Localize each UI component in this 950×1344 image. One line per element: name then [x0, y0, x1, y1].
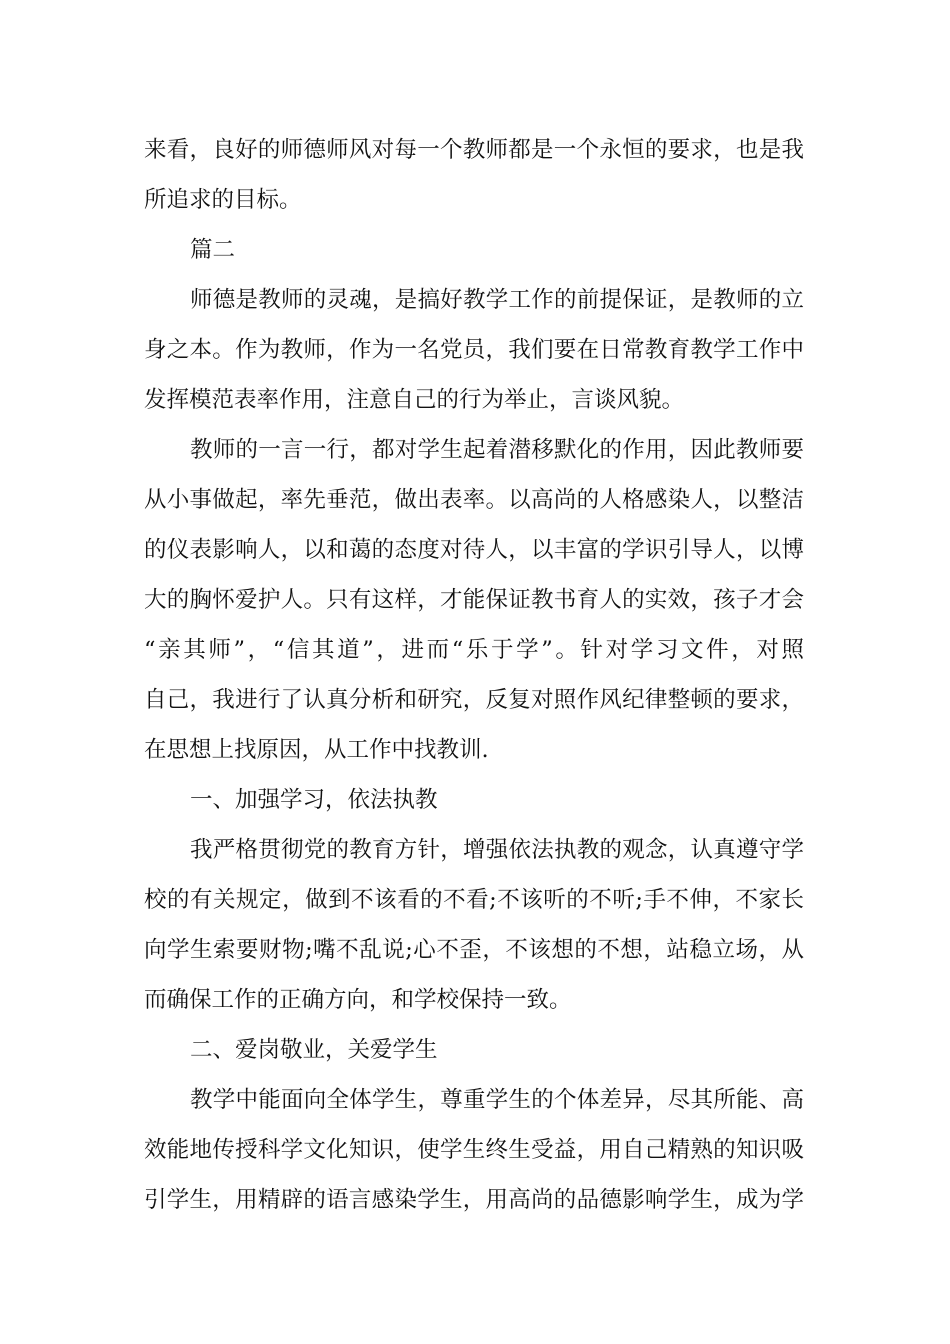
text-line: 来看，良好的师德师风对每一个教师都是一个永恒的要求，也是我	[144, 137, 804, 163]
text-line: 在思想上找原因，从工作中找教训.	[144, 737, 489, 763]
text-line: “亲其师”，“信其道”，进而“乐于学”。针对学习文件，对照	[144, 637, 804, 663]
text-line: 而确保工作的正确方向，和学校保持一致。	[144, 987, 572, 1013]
text-line: 大的胸怀爱护人。只有这样，才能保证教书育人的实效，孩子才会	[144, 587, 804, 613]
section-heading: 二、爱岗敬业，关爱学生	[190, 1037, 438, 1063]
text-line: 效能地传授科学文化知识，使学生终生受益，用自己精熟的知识吸	[144, 1137, 804, 1163]
text-line: 教师的一言一行，都对学生起着潜移默化的作用，因此教师要	[190, 437, 804, 463]
text-line: 我严格贯彻党的教育方针，增强依法执教的观念，认真遵守学	[190, 837, 804, 863]
text-line: 引学生，用精辟的语言感染学生，用高尚的品德影响学生，成为学	[144, 1187, 804, 1213]
text-line: 身之本。作为教师，作为一名党员，我们要在日常教育教学工作中	[144, 337, 804, 363]
text-line: 教学中能面向全体学生，尊重学生的个体差异，尽其所能、高	[190, 1087, 804, 1113]
text-line: 从小事做起，率先垂范，做出表率。以高尚的人格感染人，以整洁	[144, 487, 804, 513]
section-heading: 篇二	[190, 237, 236, 263]
text-line: 发挥模范表率作用，注意自己的行为举止，言谈风貌。	[144, 387, 685, 413]
text-line: 自己，我进行了认真分析和研究，反复对照作风纪律整顿的要求，	[144, 687, 804, 713]
section-heading: 一、加强学习，依法执教	[190, 787, 438, 813]
text-line: 师德是教师的灵魂，是搞好教学工作的前提保证，是教师的立	[190, 287, 804, 313]
text-line: 向学生索要财物;嘴不乱说;心不歪，不该想的不想，站稳立场，从	[144, 937, 804, 963]
text-line: 校的有关规定，做到不该看的不看;不该听的不听;手不伸，不家长	[144, 887, 804, 913]
text-line: 的仪表影响人，以和蔼的态度对待人，以丰富的学识引导人，以博	[144, 537, 804, 563]
text-line: 所追求的目标。	[144, 187, 302, 213]
